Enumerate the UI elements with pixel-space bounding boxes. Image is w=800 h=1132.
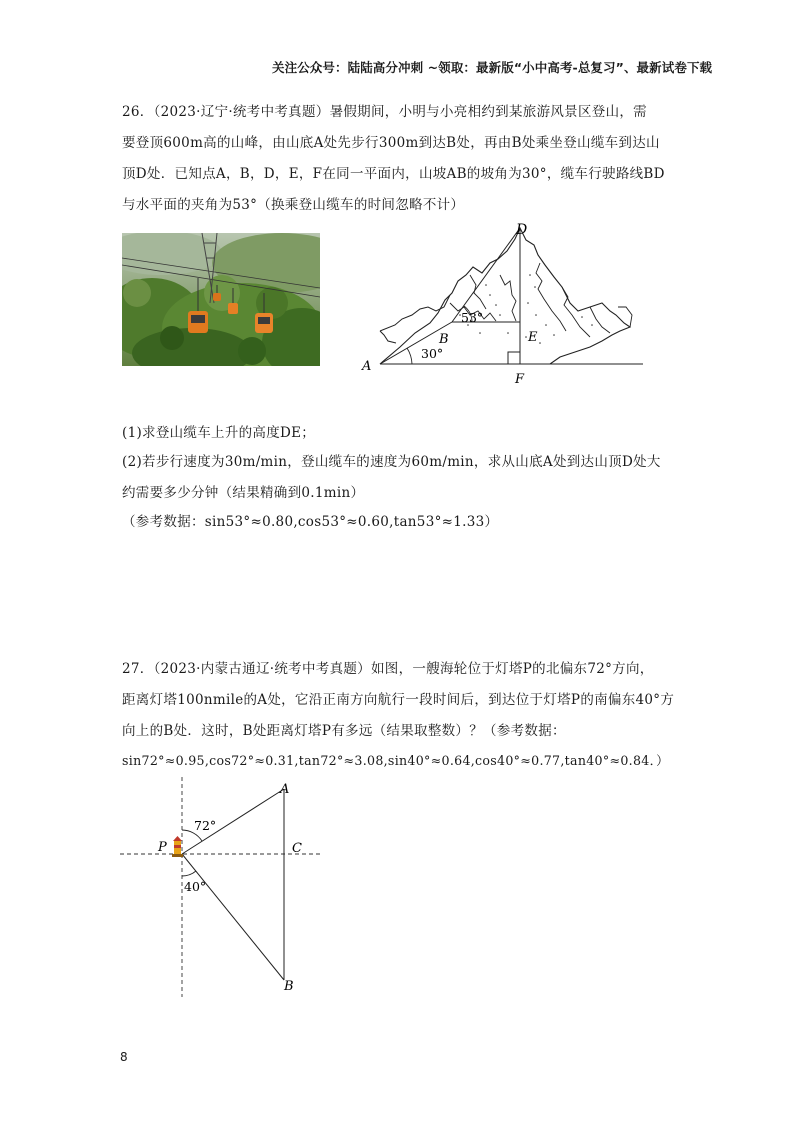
- q27-line-4: sin72°≈0.95,cos72°≈0.31,tan72°≈3.08,sin40°≈0.64,cos40°≈0.77,tan40°≈0.84．）: [122, 753, 670, 768]
- label-B: B: [284, 979, 294, 994]
- q26-sub-2a: (2)若步行速度为30m/min，登山缆车的速度为60m/min，求从山底A处到达山顶D处大: [122, 454, 661, 470]
- q26-line-2: 要登顶600m高的山峰，由山底A处先步行300m到达B处，再由B处乘坐登山缆车到达山: [122, 135, 660, 151]
- q27-line-1: 27．（2023·内蒙古通辽·统考中考真题）如图，一艘海轮位于灯塔P的北偏东72°方向，: [122, 661, 654, 677]
- q26-reference-data: （参考数据：sin53°≈0.80,cos53°≈0.60,tan53°≈1.33）: [122, 514, 499, 530]
- label-A: A: [280, 782, 290, 797]
- lighthouse-diagram: [110, 775, 330, 1000]
- label-P: P: [158, 840, 167, 855]
- q26-sub-2b: 约需要多少分钟（结果精确到0.1min）: [122, 485, 365, 501]
- page-header: 关注公众号：陆陆高分冲刺 ~领取：最新版“小中高考-总复习”、最新试卷下载: [272, 60, 713, 75]
- label-D: D: [516, 222, 528, 238]
- q26-line-1: 26．（2023·辽宁·统考中考真题）暑假期间，小明与小亮相约到某旅游风景区登山，需: [122, 104, 647, 120]
- q27-line-3: 向上的B处．这时，B处距离灯塔P有多远（结果取整数）？（参考数据：: [122, 723, 566, 739]
- lighthouse-icon: [172, 836, 183, 857]
- label-A: A: [362, 359, 372, 374]
- angle-53-label: 53°: [461, 310, 484, 325]
- label-F: F: [515, 372, 525, 385]
- label-C: C: [292, 841, 302, 856]
- angle-30-label: 30°: [421, 346, 444, 361]
- mountain-diagram: [340, 215, 660, 385]
- angle-72-label: 72°: [194, 818, 217, 833]
- cable-car-photo: [122, 233, 320, 366]
- page-number: 8: [120, 1050, 128, 1064]
- q26-line-4: 与水平面的夹角为53°（换乘登山缆车的时间忽略不计）: [122, 197, 465, 213]
- angle-40-label: 40°: [184, 879, 207, 894]
- label-E: E: [528, 330, 538, 345]
- q26-line-3: 顶D处．已知点A，B，D，E，F在同一平面内，山坡AB的坡角为30°，缆车行驶路线BD: [122, 166, 665, 182]
- q26-sub-1: (1)求登山缆车上升的高度DE；: [122, 425, 316, 441]
- label-B: B: [439, 332, 449, 347]
- q27-line-2: 距离灯塔100nmile的A处，它沿正南方向航行一段时间后，到达位于灯塔P的南偏东40°方: [122, 692, 675, 708]
